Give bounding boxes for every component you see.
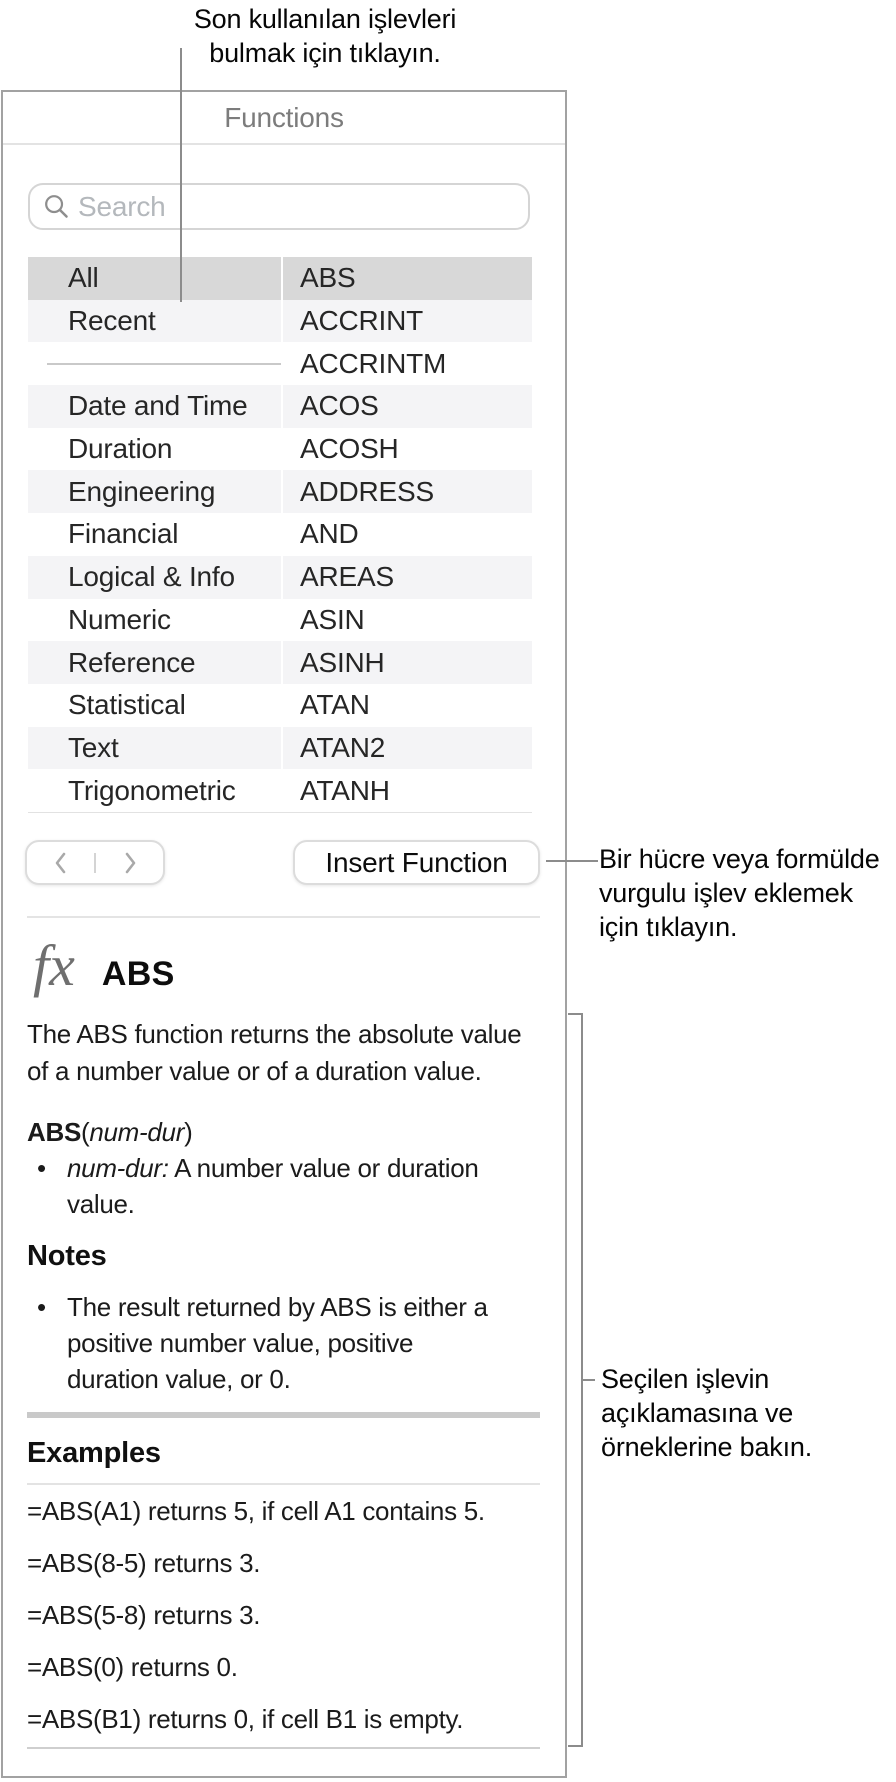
nav-divider (94, 853, 96, 873)
category-item[interactable]: Numeric (28, 599, 281, 642)
insert-function-button[interactable]: Insert Function (293, 840, 540, 885)
function-browser-row (28, 641, 532, 684)
example-line: =ABS(A1) returns 5, if cell A1 contains 5. (27, 1496, 485, 1526)
function-browser-row (28, 513, 532, 556)
callout-detail-bracket-bottom-tick (568, 1745, 581, 1747)
function-item[interactable]: ATAN (283, 684, 532, 727)
function-browser-row (28, 385, 532, 428)
function-item[interactable]: AND (283, 513, 532, 556)
category-item[interactable]: Statistical (28, 684, 281, 727)
function-browser-row (28, 599, 532, 642)
function-detail-header (33, 932, 175, 999)
back-button[interactable] (53, 851, 69, 875)
function-item[interactable]: ACOSH (283, 428, 532, 471)
function-signature: ABS(num-dur) (27, 1117, 193, 1147)
callout-detail-bracket-top-tick (568, 1013, 581, 1015)
function-description: The ABS function returns the absolute value of a number value or of a duration value. (27, 1019, 522, 1086)
function-name: ABS (101, 955, 175, 993)
function-browser (28, 257, 532, 813)
category-item[interactable]: Trigonometric (28, 769, 281, 812)
callout-insert-text: Bir hücre veya formülde vurgulu işlev eklemek için tıklayın. (599, 844, 880, 942)
detail-top-divider (27, 916, 540, 918)
function-browser-row (28, 684, 532, 727)
search-icon (43, 193, 70, 220)
history-nav (25, 840, 165, 885)
function-browser-row (28, 727, 532, 770)
notes-heading: Notes (27, 1240, 107, 1272)
function-item[interactable]: ABS (283, 257, 532, 300)
category-item[interactable]: All (28, 257, 281, 300)
function-item[interactable]: ASIN (283, 599, 532, 642)
function-item[interactable]: ASINH (283, 641, 532, 684)
callout-detail-mid-tick (583, 1379, 595, 1381)
function-browser-row (28, 300, 532, 343)
category-item[interactable]: Text (28, 727, 281, 770)
examples-list (27, 1495, 567, 1755)
fx-icon: fx (33, 933, 75, 998)
function-browser-row (28, 470, 532, 513)
function-item[interactable]: ATANH (283, 769, 532, 812)
example-line: =ABS(8-5) returns 3. (27, 1548, 261, 1578)
functions-panel (1, 90, 567, 1778)
note-item: • The result returned by ABS is either a positive number value, positive duration value, or 0. (27, 1289, 499, 1397)
callout-recent-text: Son kullanılan işlevleri bulmak için tıklayın. (193, 4, 457, 68)
callout-detail-text: Seçilen işlevin açıklamasına ve örneklerine bakın. (601, 1364, 813, 1462)
category-item[interactable]: Recent (28, 300, 281, 343)
function-item[interactable]: ACOS (283, 385, 532, 428)
panel-header (3, 92, 565, 145)
callout-insert-line (546, 860, 598, 862)
example-line: =ABS(5-8) returns 3. (27, 1600, 261, 1630)
category-item[interactable]: Financial (28, 513, 281, 556)
chevron-right-icon (122, 851, 138, 875)
example-line: =ABS(0) returns 0. (27, 1652, 238, 1682)
category-item[interactable]: Duration (28, 428, 281, 471)
examples-heading: Examples (27, 1437, 161, 1469)
category-item[interactable]: Logical & Info (28, 556, 281, 599)
bullet-icon: • (37, 1292, 46, 1322)
chevron-left-icon (53, 851, 69, 875)
function-item[interactable]: ACCRINT (283, 300, 532, 343)
category-item[interactable]: Date and Time (28, 385, 281, 428)
category-item[interactable]: Engineering (28, 470, 281, 513)
function-browser-row (28, 428, 532, 471)
separator-line (47, 363, 281, 365)
examples-section-bar (27, 1412, 540, 1418)
function-item[interactable]: AREAS (283, 556, 532, 599)
function-browser-row (28, 257, 532, 300)
function-item[interactable]: ATAN2 (283, 727, 532, 770)
parameter-item: • num-dur: A number value or duration value. (27, 1150, 499, 1222)
example-line: =ABS(B1) returns 0, if cell B1 is empty. (27, 1704, 464, 1734)
function-item[interactable]: ADDRESS (283, 470, 532, 513)
forward-button[interactable] (122, 851, 138, 875)
panel-title: Functions (224, 101, 344, 133)
bottom-divider (27, 1747, 540, 1749)
bullet-icon: • (37, 1153, 46, 1183)
callout-recent-line (180, 48, 182, 302)
examples-divider (27, 1483, 540, 1485)
function-browser-row (28, 342, 532, 385)
function-browser-row (28, 769, 532, 812)
search-input[interactable] (28, 183, 530, 230)
category-item[interactable]: Reference (28, 641, 281, 684)
category-separator (28, 342, 281, 385)
function-item[interactable]: ACCRINTM (283, 342, 532, 385)
function-browser-row (28, 556, 532, 599)
search-placeholder: Search (78, 190, 166, 222)
